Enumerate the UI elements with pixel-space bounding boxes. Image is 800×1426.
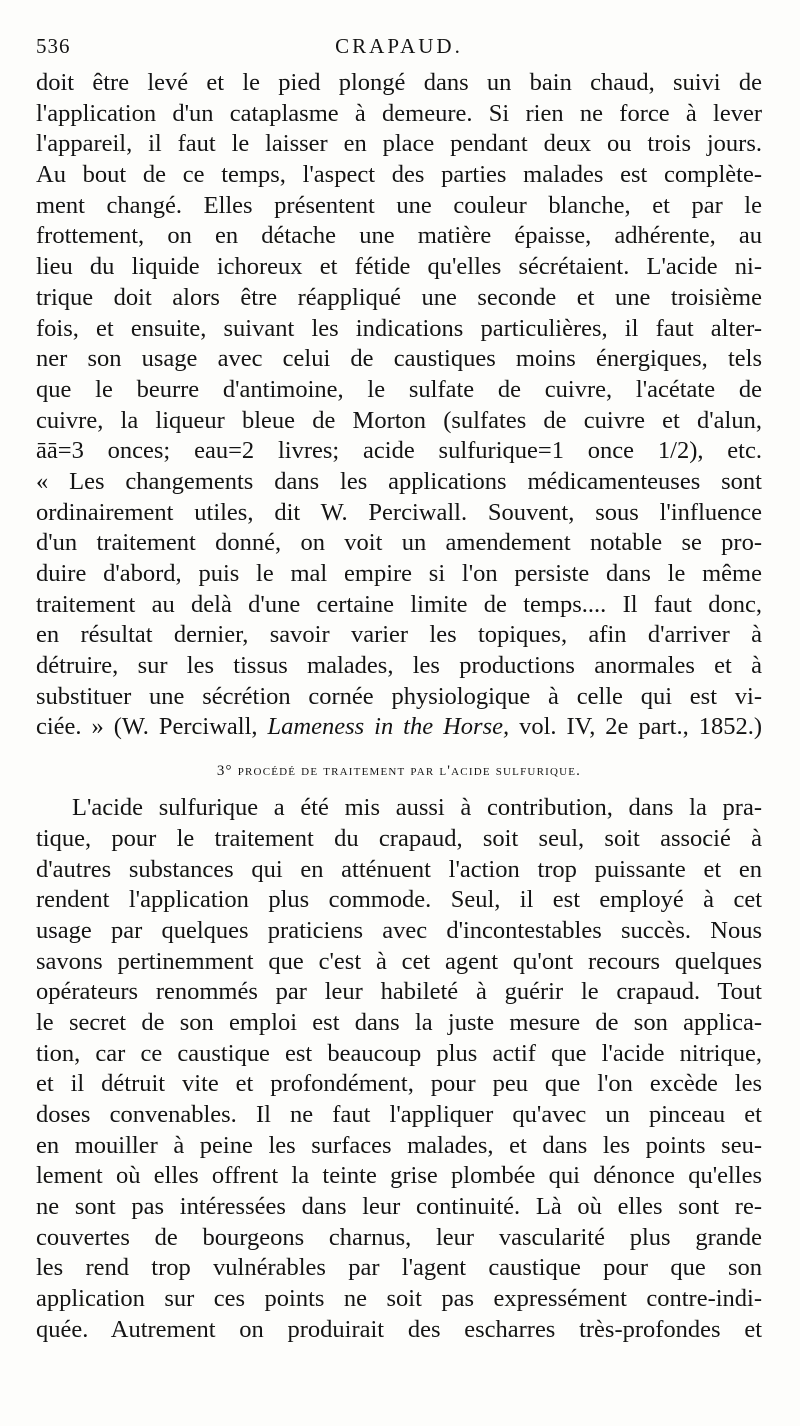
citation-line xyxy=(36,712,762,743)
citation-details: vol. IV, 2e part., 1852.) xyxy=(509,713,762,741)
text-line: duire d'abord, puis le mal empire si l'on persiste dans le même xyxy=(36,560,762,587)
text-line: trique doit alors être réappliqué une seconde et une troisième xyxy=(36,283,762,311)
text-line: d'un traitement donné, on voit un amendement notable se pro- xyxy=(36,529,762,557)
text-line: doit être levé et le pied plongé dans un bain chaud, suivi de xyxy=(36,69,762,96)
text-line: ment changé. Elles présentent une couleur blanche, et par le xyxy=(36,191,762,219)
text-line: en résultat dernier, savoir varier les topiques, afin d'arriver à xyxy=(36,621,762,649)
text-line: opérateurs renommés par leur habileté à guérir le crapaud. Tout xyxy=(36,978,762,1006)
page-header xyxy=(36,24,762,68)
citation-text: ciée. » (W. Perciwall, xyxy=(36,713,268,741)
text-line: l'appareil, il faut le laisser en place pendant deux ou trois jours. xyxy=(36,130,762,158)
text-line: āā=3 onces; eau=2 livres; acide sulfurique=1 once 1/2), etc. xyxy=(36,437,762,465)
text-line: usage par quelques praticiens avec d'incontestables succès. Nous xyxy=(36,916,762,944)
text-line: quée. Autrement on produirait des escharres très-profondes et xyxy=(36,1315,762,1343)
text-line: les rend trop vulnérables par l'agent caustique pour que son xyxy=(36,1254,762,1282)
text-line: ne sont pas intéressées dans leur continuité. Là où elles sont re- xyxy=(36,1193,762,1221)
quotation-paragraph xyxy=(36,467,762,743)
text-line: couvertes de bourgeons charnus, leur vascularité plus grande xyxy=(36,1223,762,1251)
paragraph-continuation xyxy=(36,68,762,467)
text-line: fois, et ensuite, suivant les indications particulières, il faut alter- xyxy=(36,314,762,342)
text-line: frottement, on en détache une matière épaisse, adhérente, au xyxy=(36,222,762,250)
text-line: que le beurre d'antimoine, le sulfate de cuivre, l'acétate de xyxy=(36,375,762,403)
text-line: substituer une sécrétion cornée physiologique à celle qui est vi- xyxy=(36,682,762,710)
text-line: L'acide sulfurique a été mis aussi à contribution, dans la pra- xyxy=(72,794,762,822)
text-line: lieu du liquide ichoreux et fétide qu'elles sécrétaient. L'acide ni- xyxy=(36,253,762,281)
text-line: tion, car ce caustique est beaucoup plus actif que l'acide nitrique, xyxy=(36,1039,762,1067)
text-line: ordinairement utiles, dit W. Perciwall. Souvent, sous l'influence xyxy=(36,498,762,526)
text-line: doses convenables. Il ne faut l'appliquer qu'avec un pinceau et xyxy=(36,1101,762,1128)
text-line: lement où elles offrent la teinte grise plombée qui dénonce qu'elles xyxy=(36,1162,762,1190)
text-line: tique, pour le traitement du crapaud, soit seul, soit associé à xyxy=(36,824,762,852)
text-line: d'autres substances qui en atténuent l'action trop puissante et en xyxy=(36,855,762,883)
page-number: 536 xyxy=(36,34,71,58)
text-line: ner son usage avec celui de caustiques moins énergiques, tels xyxy=(36,345,762,373)
book-title: Lameness in the Horse, xyxy=(267,713,510,741)
text-line: détruire, sur les tissus malades, les productions anormales et à xyxy=(36,652,762,680)
text-line: savons pertinemment que c'est à cet agent qu'ont recours quelques xyxy=(36,947,762,975)
text-line: en mouiller à peine les surfaces malades, et dans les points seu- xyxy=(36,1131,762,1159)
section-heading: 3° procédé de traitement par l'acide sulfurique. xyxy=(216,763,582,780)
running-title: CRAPAUD. xyxy=(335,34,463,58)
section-paragraph xyxy=(36,793,762,1345)
book-page xyxy=(36,24,762,1409)
text-line: application sur ces points ne soit pas expressément contre-indi- xyxy=(36,1285,762,1313)
text-line: l'application d'un cataplasme à demeure. Si rien ne force à lever xyxy=(36,99,762,127)
text-line: le secret de son emploi est dans la juste mesure de son applica- xyxy=(36,1008,762,1036)
text-line: traitement au delà d'une certaine limite de temps.... Il faut donc, xyxy=(36,590,762,618)
text-line: Au bout de ce temps, l'aspect des parties malades est complète- xyxy=(36,161,762,189)
text-line: « Les changements dans les applications médicamenteuses sont xyxy=(36,467,762,495)
text-line: et il détruit vite et profondément, pour peu que l'on excède les xyxy=(36,1070,762,1098)
text-line: rendent l'application plus commode. Seul, il est employé à cet xyxy=(36,886,762,914)
text-line: cuivre, la liqueur bleue de Morton (sulfates de cuivre et d'alun, xyxy=(36,406,762,434)
